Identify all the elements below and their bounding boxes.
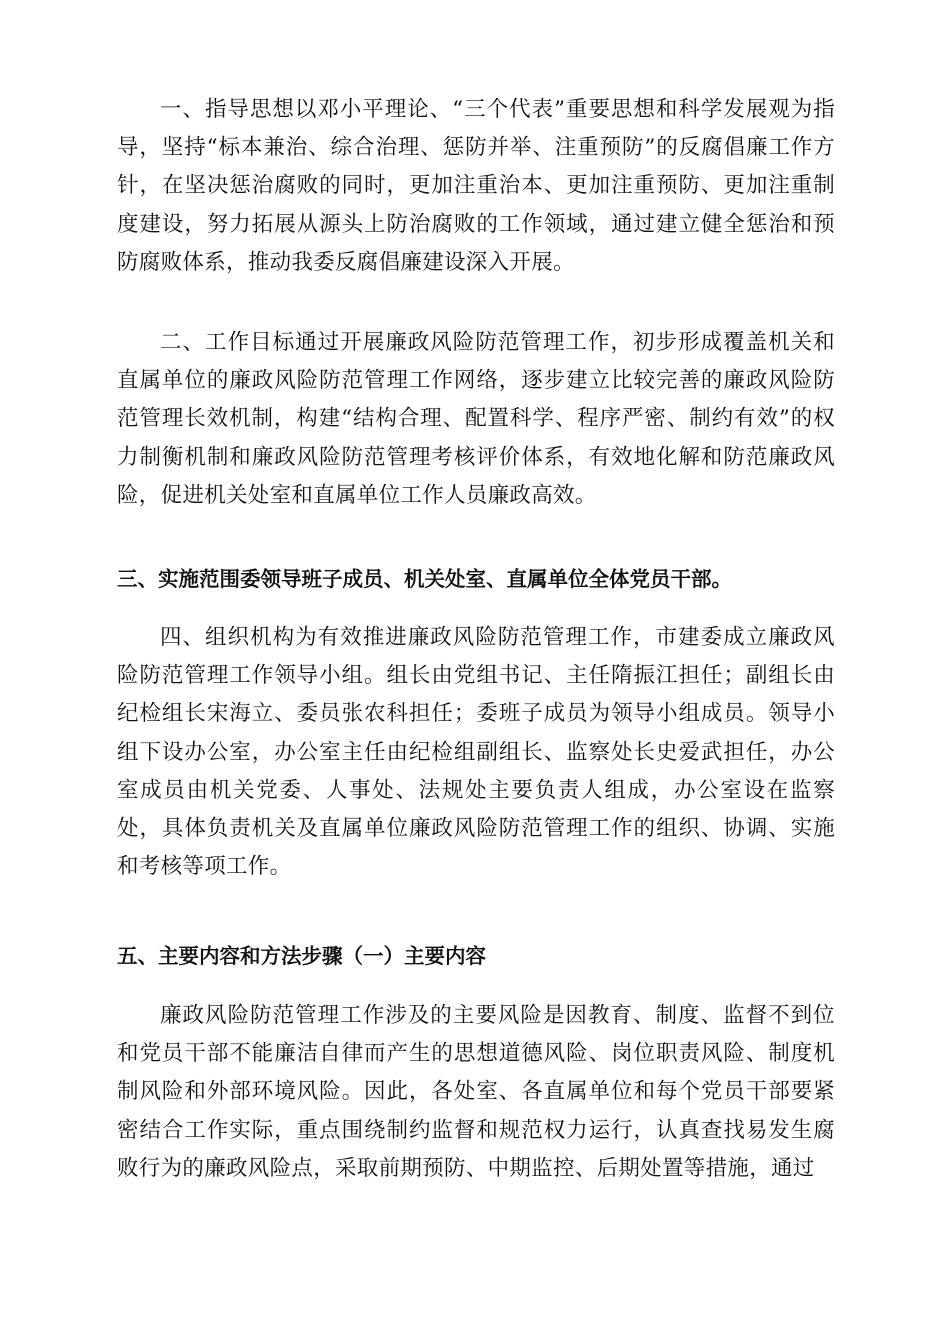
paragraph-main-risks: 廉政风险防范管理工作涉及的主要风险是因教育、制度、监督不到位和党员干部不能廉洁自律而产生的思想道德风险、岗位职责风险、制度机制风险和外部环境风险。因此，各处室、各直属单位和每个党员干部要紧密结合工作实际，重点围绕制约监督和规范权力运行，认真查找易发生腐败行为的廉政风险点，采取前期预防、中期监控、后期处置等措施，通过 [117,1003,835,1181]
heading-main-content: 五、主要内容和方法步骤（一）主要内容 [117,944,486,968]
paragraph-organization: 四、组织机构为有效推进廉政风险防范管理工作，市建委成立廉政风险防范管理工作领导小组。组长由党组书记、主任隋振江担任；副组长由纪检组长宋海立、委员张农科担任；委班子成员为领导小组成员。领导小组下设办公室，办公室主任由纪检组副组长、监察处长史爱武担任，办公室成员由机关党委、人事处、法规处主要负责人组成，办公室设在监察处，具体负责机关及直属单位廉政风险防范管理工作的组织、协调、实施和考核等项工作。 [117,625,835,880]
paragraph-guiding-ideology: 一、指导思想以邓小平理论、“三个代表”重要思想和科学发展观为指导，坚持“标本兼治、综合治理、惩防并举、注重预防”的反腐倡廉工作方针，在坚决惩治腐败的同时，更加注重治本、更加注重预防、更加注重制度建设，努力拓展从源头上防治腐败的工作领域，通过建立健全惩治和预防腐败体系，推动我委反腐倡廉建设深入开展。 [117,97,835,275]
paragraph-work-objectives: 二、工作目标通过开展廉政风险防范管理工作，初步形成覆盖机关和直属单位的廉政风险防范管理工作网络，逐步建立比较完善的廉政风险防范管理长效机制，构建“结构合理、配置科学、程序严密、制约有效”的权力制衡机制和廉政风险防范管理考核评价体系，有效地化解和防范廉政风险，促进机关处室和直属单位工作人员廉政高效。 [117,330,835,508]
heading-implementation-scope: 三、实施范围委领导班子成员、机关处室、直属单位全体党员干部。 [117,567,732,591]
